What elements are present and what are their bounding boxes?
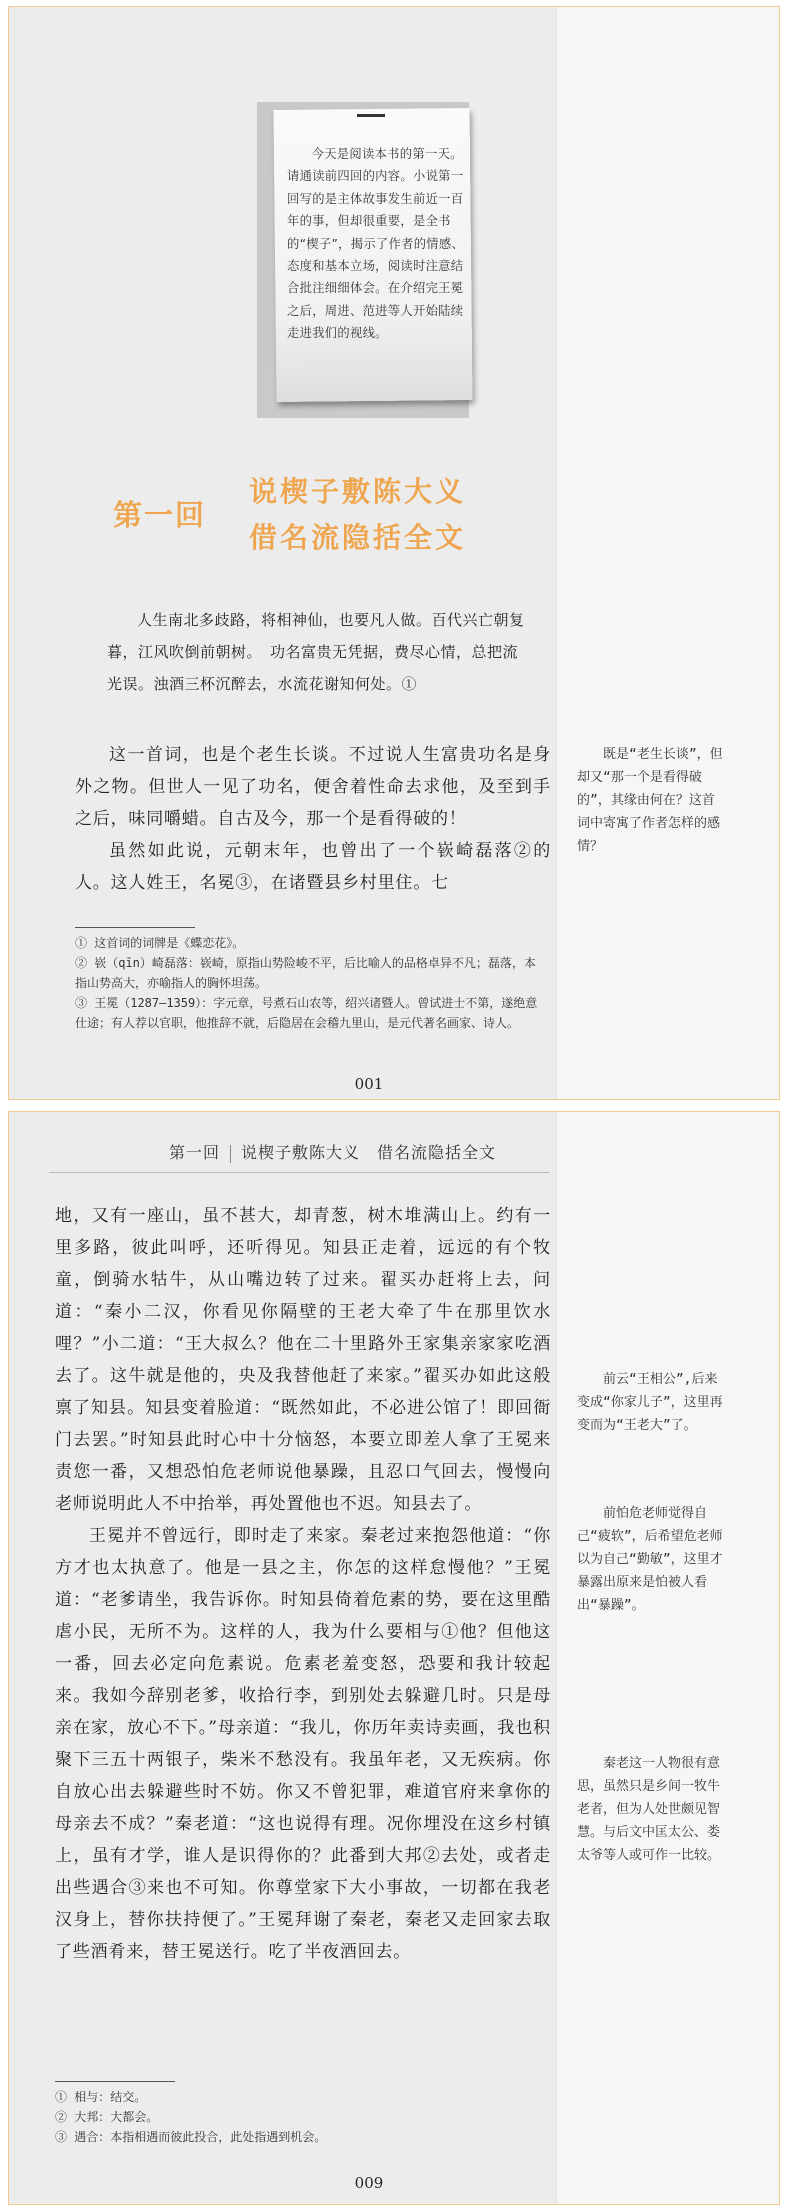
chapter-title-line-1: 说楔子敷陈大义 <box>249 475 467 508</box>
margin-notes-column <box>556 1112 779 2204</box>
paragraph: 地，又有一座山，虽不甚大，却青葱，树木堆满山上。约有一里多路，彼此叫呼，还听得见。知县正走着，远远的有个牧童，倒骑水牯牛，从山嘴边转了过来。翟买办赶将上去，问道：“秦小二汉，你看见你隔壁的王老大牵了牛在那里饮水哩？”小二道：“王大叔么？他在二十里路外王家集亲家家吃酒去了。这牛就是他的，央及我替他赶了来家。”翟买办如此这般禀了知县。知县变着脸道：“既然如此，不必进公馆了！即回衙门去罢。”时知县此时心中十分恼怒，本要立即差人拿了王冕来责您一番，又想恐怕危老师说他暴躁，且忍口气回去，慢慢向老师说明此人不中抬举，再处置他也不迟。知县去了。 <box>55 1206 551 1514</box>
footnotes <box>55 2087 545 2147</box>
side-note: 前怕危老师觉得自己“疲软”，后希望危老师以为自己“勤敏”，这里才暴露出原来是怕被人看出“暴躁”。 <box>577 1506 723 1613</box>
footnote: ① 相与：结交。 <box>55 2090 147 2104</box>
chapter-number: 第一回 <box>113 498 207 532</box>
page-number: 009 <box>354 2174 384 2192</box>
running-head-divider <box>230 1145 231 1163</box>
side-note: 前云“王相公”,后来变成“你家儿子”，这里再变而为“王老大”了。 <box>577 1372 723 1433</box>
reading-intro: 今天是阅读本书的第一天。请通读前四回的内容。小说第一回写的是主体故事发生前近一百年的事，但却很重要，是全书的“楔子”，揭示了作者的情感、态度和基本立场，阅读时注意结合批注细细体会。在介绍完王冕之后，周进、范进等人开始陆续走进我们的视线。 <box>287 147 465 341</box>
book-page-2 <box>8 1111 780 2205</box>
running-head-title: 说楔子敷陈大义 借名流隐括全文 <box>241 1143 497 1162</box>
side-note: 既是“老生长谈”，但却又“那一个是看得破的”，其缘由何在？这首词中寄寓了作者怎样的感情？ <box>577 747 723 854</box>
footnote: ② 嵚（qīn）崎磊落：嵚崎，原指山势险峻不平，后比喻人的品格卓异不凡；磊落，本指山势高大，亦喻指人的胸怀坦荡。 <box>75 956 536 990</box>
side-note: 秦老这一人物很有意思，虽然只是乡间一牧牛老者，但为人处世颇见智慧。与后文中匡太公、娄太爷等人或可作一比较。 <box>577 1756 721 1863</box>
header-rule <box>49 1172 549 1173</box>
note-clip-bar <box>357 114 385 117</box>
footnotes <box>75 933 545 1033</box>
footnote: ② 大邦：大都会。 <box>55 2110 159 2124</box>
paragraph: 王冕并不曾远行，即时走了来家。秦老过来抱怨他道：“你方才也太执意了。他是一县之主，你怎的这样怠慢他？”王冕道：“老爹请坐，我告诉你。时知县倚着危素的势，要在这里酷虐小民，无所不为。这样的人，我为什么要相与①他？但他这一番，回去必定向危素说。危素老羞变怒，恐要和我计较起来。我如今辞别老爹，收拾行李，到别处去躲避几时。只是母亲在家，放心不下。”母亲道：“我儿，你历年卖诗卖画，我也积聚下三五十两银子，柴米不愁没有。我虽年老，又无疾病。你自放心出去躲避些时不妨。你又不曾犯罪，难道官府来拿你的母亲去不成？”秦老道：“这也说得有理。况你埋没在这乡村镇上，虽有才学，谁人是识得你的？此番到大邦②去处，或者走出些遇合③来也不可知。你尊堂家下大小事故，一切都在我老汉身上，替你扶持便了。”王冕拜谢了秦老，秦老又走回家去取了些酒肴来，替王冕送行。吃了半夜酒回去。 <box>55 1526 551 1962</box>
running-head <box>169 1140 496 1163</box>
margin-notes-column <box>556 7 779 1099</box>
paragraph: 虽然如此说，元朝末年，也曾出了一个嵚崎磊落②的人。这人姓王，名冕③，在诸暨县乡村里住。七 <box>75 841 551 893</box>
paragraph: 这一首词，也是个老生长谈。不过说人生富贵功名是身外之物。但世人一见了功名，便舍着性命去求他，及至到手之后，味同嚼蜡。自古及今，那一个是看得破的！ <box>75 745 551 829</box>
footnote: ① 这首词的词牌是《蝶恋花》。 <box>75 936 245 950</box>
footnote-rule <box>55 2081 175 2082</box>
footnote: ③ 王冕（1287—1359）：字元章，号煮石山农等，绍兴诸暨人。曾试进士不第，遂绝意仕途；有人荐以官职，他推辞不就，后隐居在会稽九里山，是元代著名画家、诗人。 <box>75 996 538 1030</box>
chapter-title <box>249 469 466 561</box>
chapter-title-line-2: 借名流隐括全文 <box>249 521 467 554</box>
footnote-rule <box>75 927 195 928</box>
main-text <box>75 739 551 899</box>
page-number: 001 <box>354 1075 384 1093</box>
book-page-1 <box>8 6 780 1100</box>
footnote: ③ 遇合：本指相遇而彼此投合，此处指遇到机会。 <box>55 2130 327 2144</box>
main-text <box>55 1200 551 1968</box>
running-head-chapter: 第一回 <box>169 1143 221 1162</box>
opening-poem: 人生南北多歧路，将相神仙，也要凡人做。百代兴亡朝复暮，江风吹倒前朝树。 功名富贵无凭据，费尽心情，总把流光误。浊酒三杯沉醉去，水流花谢知何处。① <box>107 611 525 693</box>
